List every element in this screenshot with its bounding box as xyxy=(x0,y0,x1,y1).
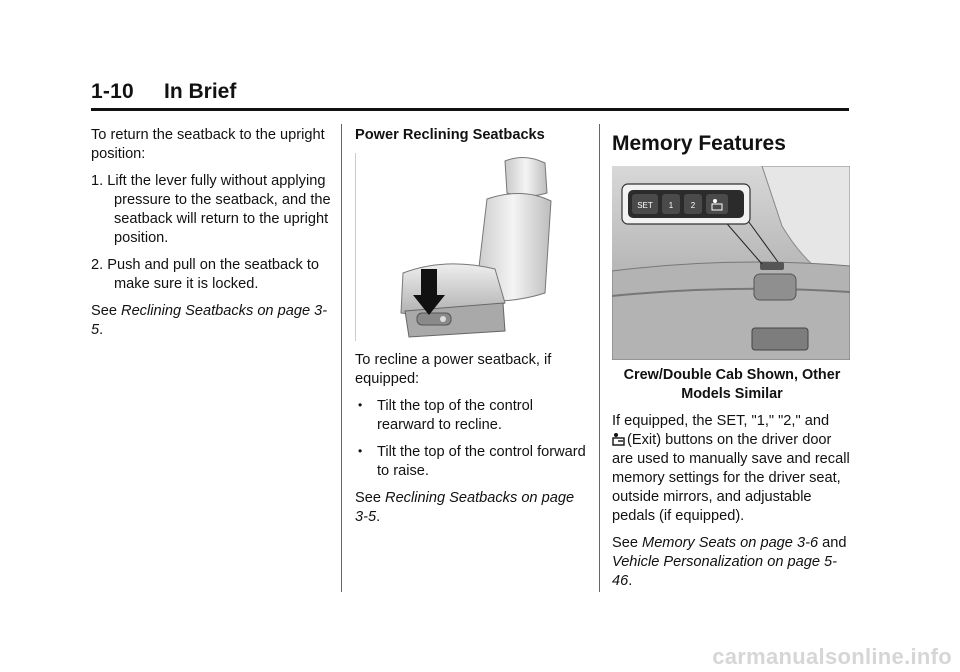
section-title: In Brief xyxy=(164,80,237,103)
watermark: carmanualsonline.info xyxy=(712,644,952,669)
reference-link[interactable]: Memory Seats on page 3-6 xyxy=(642,535,819,551)
reference-link[interactable]: Reclining Seatbacks on page 3-5 xyxy=(91,303,328,338)
step-2: 2. Push and pull on the seatback to make sure it is locked. xyxy=(91,257,319,292)
see-reference: See Reclining Seatbacks on page 3-5. xyxy=(355,490,575,525)
subheading: Power Reclining Seatbacks xyxy=(355,127,545,143)
intro-text: To recline a power seatback, if equipped: xyxy=(355,352,552,387)
column-3 xyxy=(612,128,852,599)
bullet-item: • Tilt the top of the control rearward to recline. xyxy=(358,398,534,433)
exit-icon xyxy=(612,432,625,446)
button-2-label: 2 xyxy=(690,201,696,210)
column-1 xyxy=(91,126,331,348)
column-2 xyxy=(355,126,587,535)
page-header xyxy=(91,80,849,111)
bullet-icon: • xyxy=(358,444,363,458)
bullet-item: • Tilt the top of the control forward to raise. xyxy=(358,444,586,479)
set-button-label: SET xyxy=(637,201,653,210)
column-divider xyxy=(599,124,600,592)
figure-caption: Crew/Double Cab Shown, Other Models Similar xyxy=(623,367,841,402)
reference-link[interactable]: Reclining Seatbacks on page 3-5 xyxy=(355,490,575,525)
reference-link[interactable]: Vehicle Personalization on page 5-46 xyxy=(612,554,837,589)
bullet-icon: • xyxy=(358,398,363,412)
column-divider xyxy=(341,124,342,592)
step-1: 1. Lift the lever fully without applying pressure to the seatback, and the seatback will return to the upright position. xyxy=(91,173,331,246)
body-text: If equipped, the SET, "1," "2," and (Exit) buttons on the driver door are used to manually save and recall memory settings for the driver seat, outside mirrors, and adjustable pedals (if equipped). xyxy=(612,413,850,524)
page-number: 1-10 xyxy=(91,80,134,103)
door-illustration xyxy=(612,166,852,360)
seat-illustration xyxy=(355,153,587,341)
intro-text: To return the seatback to the upright position: xyxy=(91,127,325,162)
see-reference: See Reclining Seatbacks on page 3-5. xyxy=(91,303,328,338)
see-reference: See Memory Seats on page 3-6 and Vehicle Personalization on page 5-46. xyxy=(612,535,847,589)
button-1-label: 1 xyxy=(668,201,674,210)
section-heading: Memory Features xyxy=(612,132,786,155)
